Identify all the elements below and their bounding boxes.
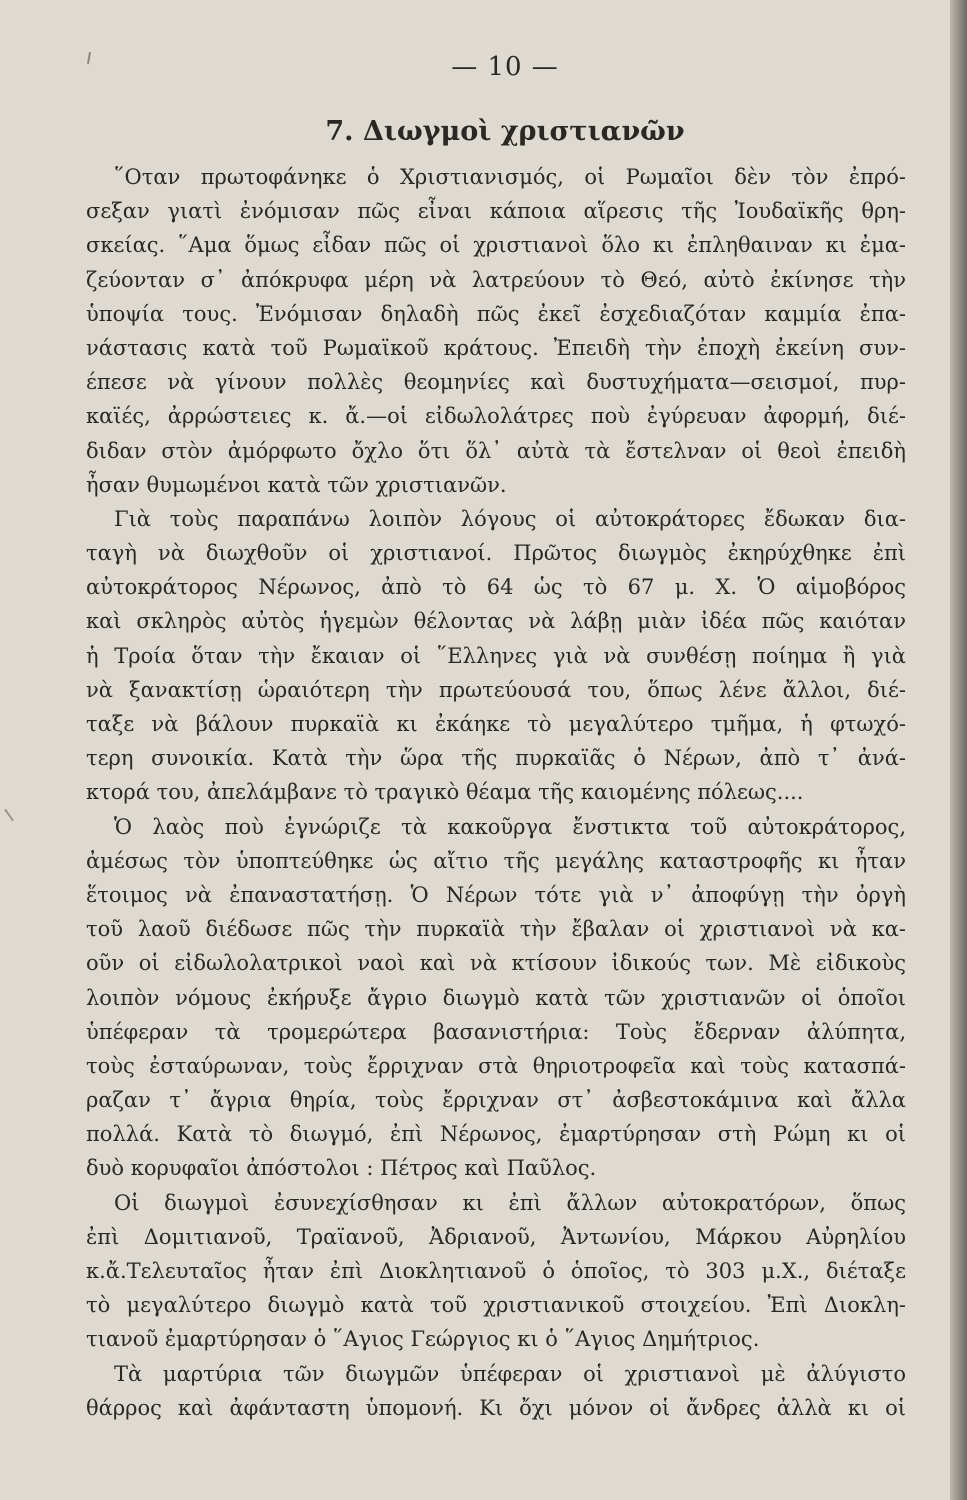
text-line: ἀμέσως τὸν ὑποπτεύθηκε ὡς αἴτιο τῆς μεγάλης καταστροφῆς κι ἦταν	[86, 848, 906, 873]
text-line: ἐπὶ Δομιτιανοῦ, Τραϊανοῦ, Ἀδριανοῦ, Ἀντωνίου, Μάρκου Αὐρηλίου	[86, 1224, 906, 1249]
text-line: διδαν στὸν ἀμόρφωτο ὄχλο ὅτι ὅλ᾿ αὐτὰ τὰ ἔστελναν οἱ θεοὶ ἐπειδὴ	[86, 438, 906, 463]
text-line: τοῦ λαοῦ διέδωσε πῶς τὴν πυρκαϊὰ τὴν ἔβαλαν οἱ χριστιανοὶ νὰ κα-	[86, 917, 906, 942]
text-line: ἦσαν θυμωμένοι κατὰ τῶν χριστιανῶν.	[86, 472, 507, 497]
text-line: τὸ μεγαλύτερο διωγμὸ κατὰ τοῦ χριστιανικοῦ στοιχείου. Ἐπὶ Διοκλη-	[86, 1293, 906, 1318]
text-line: πολλά. Κατὰ τὸ διωγμό, ἐπὶ Νέρωνος, ἐμαρτύρησαν στὴ Ρώμη κι οἱ	[86, 1122, 906, 1147]
text-line: έπεσε νὰ γίνουν πολλὲς θεομηνίες καὶ δυστυχήματα—σεισμοί, πυρ-	[86, 370, 906, 395]
text-line: κτορά του, ἀπελάμβανε τὸ τραγικὸ θέαμα τῆς καιομένης πόλεως....	[86, 780, 804, 805]
text-line: ὑπέφεραν τὰ τρομερώτερα βασανιστήρια: Τοὺς ἔδερναν ἀλύπητα,	[86, 1019, 906, 1044]
text-line: σεξαν γιατὶ ἐνόμισαν πῶς εἶναι κάποια αἵρεσις τῆς Ἰουδαϊκῆς θρη-	[86, 199, 906, 224]
text-line: καϊές, ἀρρώστειες κ. ἄ.—οἱ εἰδωλολάτρες ποὺ ἐγύρευαν ἀφορμή, διέ-	[86, 404, 906, 429]
text-line: λοιπὸν νόμους ἐκήρυξε ἄγριο διωγμὸ κατὰ τῶν χριστιανῶν οἱ ὁποῖοι	[86, 985, 906, 1010]
text-line: δυὸ κορυφαῖοι ἀπόστολοι : Πέτρος καὶ Παῦλος.	[86, 1156, 597, 1181]
text-line: τιανοῦ ἐμαρτύρησαν ὁ ῞Αγιος Γεώργιος κι ὁ ῞Αγιος Δημήτριος.	[86, 1327, 760, 1352]
text-line: ραζαν τ᾿ ἄγρια θηρία, τοὺς ἔρριχναν στ᾿ ἀσβεστοκάμινα καὶ ἄλλα	[86, 1088, 906, 1113]
chapter-title: 7. Διωγμοὶ χριστιανῶν	[325, 116, 685, 147]
text-line: Οἱ διωγμοὶ ἐσυνεχίσθησαν κι ἐπὶ ἄλλων αὐτοκρατόρων, ὅπως	[114, 1190, 906, 1215]
text-line: καὶ σκληρὸς αὐτὸς ἡγεμὼν θέλοντας νὰ λάβῃ μιὰν ἰδέα πῶς καιόταν	[86, 609, 906, 634]
text-line: ῞Οταν πρωτοφάνηκε ὁ Χριστιανισμός, οἱ Ρωμαῖοι δὲν τὸν ἐπρό-	[114, 165, 906, 189]
text-line: τερη συνοικία. Κατὰ τὴν ὥρα τῆς πυρκαϊᾶς ὁ Νέρων, ἀπὸ τ᾿ ἀνά-	[86, 746, 906, 771]
text-line: ὑποψία τους. Ἐνόμισαν δηλαδὴ πῶς ἐκεῖ ἐσχεδιαζόταν καμμία ἐπα-	[86, 301, 906, 326]
text-line: ταξε νὰ βάλουν πυρκαϊὰ κι ἐκάηκε τὸ μεγαλύτερο τμῆμα, ἡ φτωχό-	[86, 712, 906, 736]
page-edge	[950, 0, 967, 1500]
text-line: ἕτοιμος νὰ ἐπαναστατήσῃ. Ὁ Νέρων τότε γιὰ ν᾿ ἀποφύγῃ τὴν ὀργὴ	[86, 882, 906, 907]
body-text	[86, 160, 906, 1425]
margin-mark	[4, 809, 14, 822]
text-line: Ὁ λαὸς ποὺ ἐγνώριζε τὰ κακοῦργα ἔνστικτα τοῦ αὐτοκράτορος,	[114, 814, 906, 839]
text-line: νὰ ξανακτίσῃ ὡραιότερη τὴν πρωτεύουσά του, ὅπως λένε ἄλλοι, διέ-	[86, 677, 906, 702]
text-line: Τὰ μαρτύρια τῶν διωγμῶν ὑπέφεραν οἱ χριστιανοὶ μὲ ἀλύγιστο	[114, 1361, 906, 1386]
text-line: οῦν οἱ εἰδωλολατρικοὶ ναοὶ καὶ νὰ κτίσουν ἰδικούς των. Μὲ εἰδικοὺς	[86, 951, 906, 976]
text-line: ταγὴ νὰ διωχθοῦν οἱ χριστιανοί. Πρῶτος διωγμὸς ἐκηρύχθηκε ἐπὶ	[86, 541, 906, 566]
text-line: νάστασις κατὰ τοῦ Ρωμαϊκοῦ κράτους. Ἐπειδὴ τὴν ἐποχὴ ἐκείνη συν-	[86, 335, 906, 360]
text-line: σκείας. ῞Αμα ὅμως εἶδαν πῶς οἱ χριστιανοὶ ὅλο κι ἐπληθαιναν κι ἐμα-	[86, 233, 906, 258]
text-line: τοὺς ἐσταύρωναν, τοὺς ἔρριχναν στὰ θηριοτροφεῖα καὶ τοὺς κατασπά-	[86, 1053, 906, 1078]
page-number: — 10 —	[451, 52, 559, 82]
text-line: αὐτοκράτορος Νέρωνος, ἀπὸ τὸ 64 ὡς τὸ 67 μ. Χ. Ὁ αἱμοβόρος	[86, 575, 906, 600]
text-line: κ.ἄ.Τελευταῖος ἦταν ἐπὶ Διοκλητιανοῦ ὁ ὁποῖος, τὸ 303 μ.Χ., διέταξε	[86, 1259, 906, 1283]
text-line: ζεύονταν σ᾿ ἀπόκρυφα μέρη νὰ λατρεύουν τὸ Θεό, αὐτὸ ἐκίνησε τὴν	[86, 267, 906, 292]
text-line: Γιὰ τοὺς παραπάνω λοιπὸν λόγους οἱ αὐτοκράτορες ἔδωκαν δια-	[114, 506, 906, 531]
text-line: ἡ Τροία ὅταν τὴν ἔκαιαν οἱ ῞Ελληνες γιὰ νὰ συνθέσῃ ποίημα ἢ γιὰ	[86, 643, 906, 668]
text-line: θάρρος καὶ ἀφάνταστη ὑπομονή. Κι ὄχι μόνον οἱ ἄνδρες ἀλλὰ κι οἱ	[86, 1395, 906, 1420]
